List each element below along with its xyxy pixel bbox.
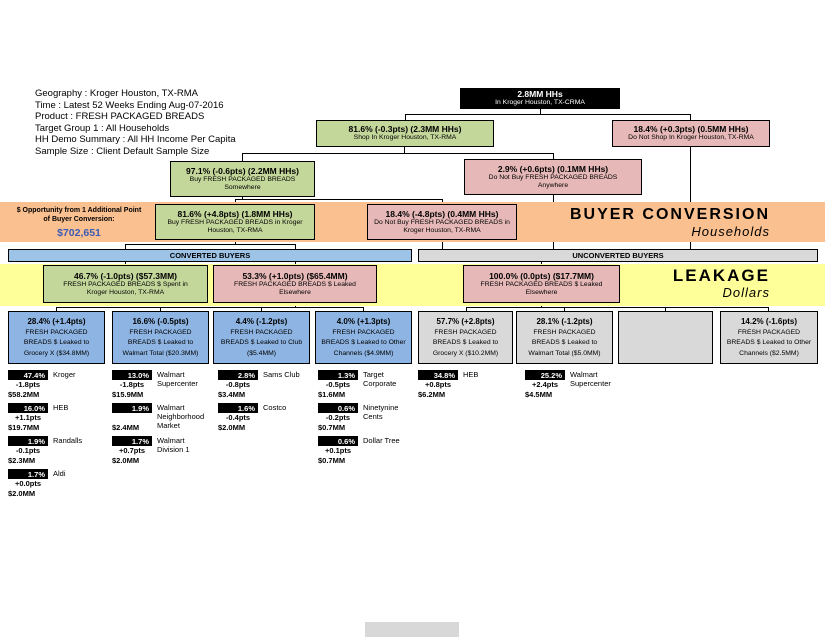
leak-box-line: ($5.4MM): [246, 350, 277, 358]
time-line: Time : Latest 52 Weeks Ending Aug-07-2016: [35, 99, 224, 111]
node-subline: Kroger Houston, TX-RMA: [403, 227, 481, 234]
connector-line: [405, 114, 691, 115]
total-households-node: [460, 88, 620, 109]
node-subline: Somewhere: [224, 184, 261, 191]
connector-line: [466, 307, 769, 308]
connector-line: [56, 307, 364, 308]
brand-entry: [112, 403, 212, 433]
brand-column-walmart-unconverted: [525, 370, 625, 403]
brand-dollars: $1.6MM: [318, 390, 346, 399]
brand-label: Randalls: [53, 436, 83, 445]
leak-box-converted-grocery-x: [8, 311, 105, 364]
node-headline: 18.4% (-4.8pts) (0.4MM HHs): [385, 208, 499, 219]
brand-label: Walmart Neighborhood Market: [157, 403, 205, 430]
opportunity-text: $ Opportunity from 1 Additional Point: [16, 207, 142, 214]
node-subline: Elsewhere: [525, 289, 558, 296]
brand-label: Kroger: [53, 370, 76, 379]
brand-column-walmart-converted: [112, 370, 212, 469]
opportunity-note: [6, 206, 152, 239]
brand-dollars: $0.7MM: [318, 423, 346, 432]
brand-pts-change: -1.8pts: [119, 380, 145, 389]
brand-entry: [318, 370, 418, 400]
buy-somewhere-node: [170, 161, 315, 197]
brand-dollars: $0.7MM: [318, 456, 346, 465]
brand-label: HEB: [53, 403, 69, 412]
brand-pts-change: +0.1pts: [324, 446, 352, 455]
leak-box-line: BREADS $ Leaked to: [531, 339, 598, 347]
node-headline: 100.0% (0.0pts) ($17.7MM): [489, 270, 594, 281]
connector-line: [125, 244, 296, 245]
leak-box-converted-other: [315, 311, 412, 364]
brand-share-chip: 34.8%: [418, 370, 458, 380]
node-headline: 46.7% (-1.0pts) ($57.3MM): [74, 270, 177, 281]
leak-box-unconverted-grocery-x: [418, 311, 513, 364]
brand-label: HEB: [463, 370, 479, 379]
product-line: Product : FRESH PACKAGED BREADS: [35, 111, 205, 122]
leak-box-headline: 28.1% (-1.2pts): [536, 316, 593, 326]
leakage-title: LEAKAGE: [672, 266, 770, 285]
brand-column-grocery-converted: [8, 370, 108, 502]
node-headline: 81.6% (+4.8pts) (1.8MM HHs): [177, 208, 293, 219]
brand-label: Dollar Tree: [363, 436, 400, 445]
leak-box-unconverted-walmart: [516, 311, 613, 364]
leak-box-converted-club: [213, 311, 310, 364]
leak-box-line: Walmart Total ($5.0MM): [528, 350, 601, 358]
brand-entry: [218, 403, 313, 433]
brand-dollars: $2.0MM: [8, 489, 36, 498]
brand-pts-change: [112, 413, 152, 423]
brand-pts-change: +1.1pts: [14, 413, 42, 422]
brand-entry: [418, 370, 518, 400]
brand-entry: [8, 469, 108, 499]
leak-box-line: BREADS $ Leaked to: [127, 339, 194, 347]
node-subline: Houston, TX-RMA: [207, 227, 263, 234]
brand-entry: [112, 370, 212, 400]
hh-demo-line: HH Demo Summary : All HH Income Per Capita: [35, 134, 236, 145]
node-subline: Buy FRESH PACKAGED BREADS in Kroger: [167, 218, 303, 226]
leak-box-headline: 14.2% (-1.6pts): [740, 316, 798, 326]
brand-pts-change: -0.1pts: [15, 446, 41, 455]
node-headline: 81.6% (-0.3pts) (2.3MM HHs): [348, 124, 462, 135]
node-subline: Do Not Buy FRESH PACKAGED BREADS: [488, 173, 618, 181]
leak-box-line: Channels ($2.5MM): [739, 350, 799, 358]
brand-share-chip: 1.7%: [8, 469, 48, 479]
dollars-spent-in-kroger-node: [43, 265, 208, 303]
status-bar-fragment: [365, 622, 459, 637]
leak-box-line: FRESH PACKAGED: [737, 328, 801, 336]
sample-size-line: Sample Size : Client Default Sample Size: [35, 145, 210, 157]
do-not-shop-node: [612, 120, 770, 147]
node-subline: Kroger Houston, TX-RMA: [86, 289, 165, 296]
node-subline: Do Not Buy FRESH PACKAGED BREADS in: [374, 218, 510, 226]
report-header-info: [35, 88, 236, 157]
brand-entry: [218, 370, 313, 400]
dollars-leaked-elsewhere-node: [213, 265, 377, 303]
brand-entry: [525, 370, 625, 400]
brand-dollars: $2.0MM: [112, 456, 140, 465]
leak-box-line: Channels ($4.9MM): [333, 350, 394, 358]
brand-pts-change: +0.0pts: [14, 479, 42, 488]
leak-box-headline: 16.6% (-0.5pts): [132, 316, 189, 326]
brand-label: Ninetynine Cents: [363, 403, 399, 421]
leak-box-headline: 28.4% (+1.4pts): [27, 316, 86, 326]
brand-dollars: $19.7MM: [8, 423, 40, 432]
node-subline: FRESH PACKAGED BREADS $ Leaked: [480, 280, 603, 288]
unconverted-buyers-bar: UNCONVERTED BUYERS: [418, 249, 818, 262]
brand-pts-change: -0.8pts: [225, 380, 251, 389]
node-subline: FRESH PACKAGED BREADS $ Spent in: [63, 280, 188, 288]
brand-dollars: $15.9MM: [112, 390, 144, 399]
brand-pts-change: +0.8pts: [424, 380, 452, 389]
leak-box-line: BREADS $ Leaked to Other: [726, 339, 812, 347]
brand-pts-change: -0.2pts: [325, 413, 351, 422]
brand-label: Walmart Supercenter: [157, 370, 198, 388]
leak-box-line: FRESH PACKAGED: [230, 328, 293, 336]
brand-entry: [8, 370, 108, 400]
node-subline: Anywhere: [537, 182, 569, 189]
leakage-title-block: [640, 267, 770, 300]
brand-dollars: $2.0MM: [218, 423, 246, 432]
geography-line: Geography : Kroger Houston, TX-RMA: [35, 88, 198, 99]
leak-box-line: FRESH PACKAGED: [25, 328, 88, 336]
leak-box-headline: 4.0% (+1.3pts): [336, 316, 391, 326]
leak-box-unconverted-other: [720, 311, 818, 364]
brand-label: Walmart Division 1: [157, 436, 190, 454]
leak-box-line: FRESH PACKAGED: [129, 328, 192, 336]
leak-box-headline: 4.4% (-1.2pts): [235, 316, 288, 326]
target-group-line: Target Group 1 : All Households: [35, 122, 170, 134]
buy-in-kroger-node: [155, 204, 315, 240]
leakage-subtitle: Dollars: [722, 285, 770, 300]
brand-entry: [318, 436, 418, 466]
leak-box-line: FRESH PACKAGED: [434, 328, 497, 336]
brand-share-chip: 1.7%: [112, 436, 152, 446]
brand-dollars: $4.5MM: [525, 390, 553, 399]
node-headline: 18.4% (+0.3pts) (0.5MM HHs): [633, 124, 749, 135]
brand-pts-change: -0.4pts: [225, 413, 251, 422]
brand-share-chip: 47.4%: [8, 370, 48, 380]
buyer-conversion-title-block: [555, 206, 770, 239]
leak-box-line: FRESH PACKAGED: [332, 328, 395, 336]
leak-box-line: BREADS $ Leaked to Club: [220, 339, 303, 347]
node-headline: 2.9% (+0.6pts) (0.1MM HHs): [497, 163, 609, 174]
leak-box-unconverted-empty: [618, 311, 713, 364]
leak-box-line: BREADS $ Leaked to Other: [321, 339, 406, 347]
leak-box-line: BREADS $ Leaked to: [23, 339, 90, 347]
opportunity-text: of Buyer Conversion:: [43, 216, 115, 223]
node-subline: Buy FRESH PACKAGED BREADS: [189, 175, 296, 183]
leak-box-converted-walmart: [112, 311, 209, 364]
leak-box-line: Grocery X ($10.2MM): [432, 350, 499, 358]
brand-column-grocery-unconverted: [418, 370, 518, 403]
brand-share-chip: 1.9%: [8, 436, 48, 446]
buyer-conversion-subtitle: Households: [691, 224, 770, 239]
brand-label: Walmart Supercenter: [570, 370, 611, 388]
brand-share-chip: 0.6%: [318, 403, 358, 413]
brand-dollars: $2.4MM: [112, 423, 140, 432]
brand-pts-change: -0.5pts: [325, 380, 351, 389]
brand-label: Costco: [263, 403, 287, 412]
brand-dollars: $2.3MM: [8, 456, 36, 465]
brand-entry: [8, 403, 108, 433]
leak-box-line: FRESH PACKAGED: [533, 328, 596, 336]
brand-share-chip: 1.6%: [218, 403, 258, 413]
brand-label: Aldi: [53, 469, 66, 478]
leak-box-line: Walmart Total ($20.3MM): [122, 350, 199, 358]
brand-pts-change: +2.4pts: [531, 380, 559, 389]
node-headline: 97.1% (-0.6pts) (2.2MM HHs): [186, 165, 299, 176]
brand-dollars: $58.2MM: [8, 390, 40, 399]
shop-in-kroger-node: [316, 120, 494, 147]
brand-share-chip: 0.6%: [318, 436, 358, 446]
brand-share-chip: 2.8%: [218, 370, 258, 380]
brand-share-chip: 1.9%: [112, 403, 152, 413]
brand-pts-change: +0.7pts: [118, 446, 146, 455]
leak-box-headline: 57.7% (+2.8pts): [436, 316, 495, 326]
brand-share-chip: 1.3%: [318, 370, 358, 380]
brand-dollars: $6.2MM: [418, 390, 446, 399]
brand-column-other-converted: [318, 370, 418, 469]
node-subline: Do Not Shop In Kroger Houston, TX-RMA: [628, 134, 754, 142]
brand-entry: [112, 436, 212, 466]
brand-label: Target Corporate: [363, 370, 397, 388]
do-not-buy-in-kroger-node: [367, 204, 517, 240]
brand-label: Sams Club: [263, 370, 300, 379]
node-subline: In Kroger Houston, TX-CRMA: [495, 99, 585, 107]
node-subline: FRESH PACKAGED BREADS $ Leaked: [234, 280, 356, 288]
brand-dollars: $3.4MM: [218, 390, 246, 399]
brand-column-club-converted: [218, 370, 313, 436]
do-not-buy-anywhere-node: [464, 159, 642, 195]
connector-line: [235, 199, 443, 200]
unconverted-dollars-leaked-node: [463, 265, 620, 303]
brand-share-chip: 16.0%: [8, 403, 48, 413]
node-headline: 2.8MM HHs: [517, 89, 563, 100]
node-subline: Elsewhere: [279, 289, 311, 296]
brand-share-chip: 13.0%: [112, 370, 152, 380]
node-headline: 53.3% (+1.0pts) ($65.4MM): [242, 270, 348, 281]
brand-pts-change: -1.8pts: [15, 380, 41, 389]
brand-entry: [8, 436, 108, 466]
node-subline: Shop In Kroger Houston, TX-RMA: [353, 134, 457, 142]
connector-line: [242, 153, 554, 154]
leak-box-line: BREADS $ Leaked to: [432, 339, 499, 347]
brand-entry: [318, 403, 418, 433]
buyer-conversion-title: BUYER CONVERSION: [569, 206, 770, 223]
leak-box-line: Grocery X ($34.8MM): [23, 350, 90, 358]
converted-buyers-bar: CONVERTED BUYERS: [8, 249, 412, 262]
opportunity-value: $702,651: [57, 227, 101, 239]
brand-share-chip: 25.2%: [525, 370, 565, 380]
